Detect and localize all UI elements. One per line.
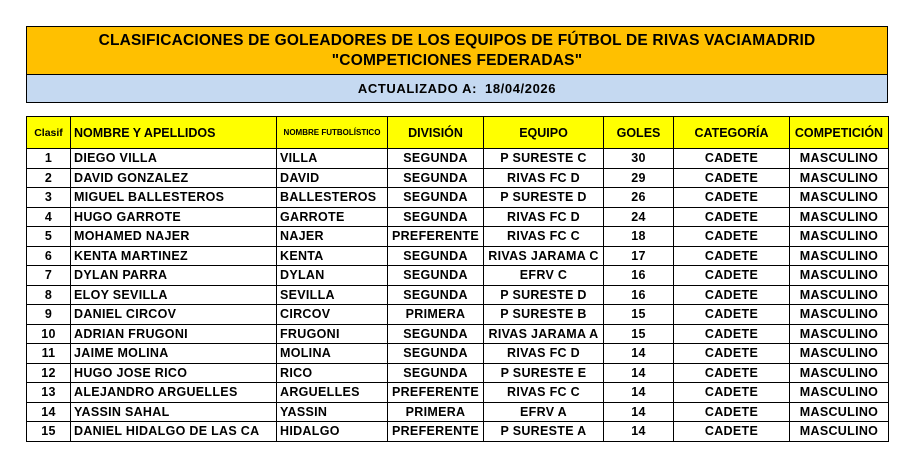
goals-cell: 29 [604,168,674,188]
column-header-football-name: NOMBRE FUTBOLÍSTICO [277,117,388,149]
rank-cell: 4 [27,207,71,227]
team-cell: EFRV C [484,266,604,286]
column-header-full-name: NOMBRE Y APELLIDOS [71,117,277,149]
team-cell: P SURESTE E [484,363,604,383]
division-cell: PRIMERA [388,305,484,325]
rank-cell: 3 [27,188,71,208]
competition-cell: MASCULINO [790,207,889,227]
full-name-cell: ALEJANDRO ARGUELLES [71,383,277,403]
division-cell: SEGUNDA [388,324,484,344]
category-cell: CADETE [674,207,790,227]
team-cell: P SURESTE C [484,149,604,169]
goals-cell: 24 [604,207,674,227]
updated-label: ACTUALIZADO A: [357,81,478,96]
division-cell: PREFERENTE [388,227,484,247]
competition-cell: MASCULINO [790,305,889,325]
competition-cell: MASCULINO [790,324,889,344]
team-cell: RIVAS FC C [484,227,604,247]
table-row [27,324,889,344]
rank-cell: 2 [27,168,71,188]
table-row [27,168,889,188]
football-name-cell: BALLESTEROS [277,188,388,208]
rank-cell: 6 [27,246,71,266]
table-row [27,344,889,364]
full-name-cell: HUGO GARROTE [71,207,277,227]
competition-cell: MASCULINO [790,168,889,188]
rank-cell: 12 [27,363,71,383]
team-cell: P SURESTE B [484,305,604,325]
table-row [27,305,889,325]
table-row [27,207,889,227]
column-header-rank: Clasif [27,117,71,149]
division-cell: SEGUNDA [388,207,484,227]
full-name-cell: DYLAN PARRA [71,266,277,286]
competition-cell: MASCULINO [790,285,889,305]
football-name-cell: NAJER [277,227,388,247]
division-cell: SEGUNDA [388,344,484,364]
full-name-cell: MIGUEL BALLESTEROS [71,188,277,208]
goals-cell: 14 [604,363,674,383]
goals-cell: 14 [604,422,674,442]
football-name-cell: KENTA [277,246,388,266]
title-line-2: "COMPETICIONES FEDERADAS" [331,51,583,69]
category-cell: CADETE [674,383,790,403]
competition-cell: MASCULINO [790,402,889,422]
football-name-cell: DAVID [277,168,388,188]
rank-cell: 1 [27,149,71,169]
column-header-goals: GOLES [604,117,674,149]
goals-cell: 30 [604,149,674,169]
title-band [27,27,887,74]
rank-cell: 8 [27,285,71,305]
column-header-division: DIVISIÓN [388,117,484,149]
full-name-cell: MOHAMED NAJER [71,227,277,247]
goals-cell: 16 [604,285,674,305]
category-cell: CADETE [674,149,790,169]
full-name-cell: ADRIAN FRUGONI [71,324,277,344]
updated-date: 18/04/2026 [485,81,557,96]
football-name-cell: DYLAN [277,266,388,286]
goals-cell: 14 [604,344,674,364]
category-cell: CADETE [674,402,790,422]
category-cell: CADETE [674,168,790,188]
football-name-cell: GARROTE [277,207,388,227]
category-cell: CADETE [674,188,790,208]
goals-cell: 15 [604,324,674,344]
goals-cell: 16 [604,266,674,286]
rank-cell: 13 [27,383,71,403]
full-name-cell: ELOY SEVILLA [71,285,277,305]
rank-cell: 5 [27,227,71,247]
table-row [27,422,889,442]
football-name-cell: VILLA [277,149,388,169]
competition-cell: MASCULINO [790,363,889,383]
rank-cell: 7 [27,266,71,286]
team-cell: EFRV A [484,402,604,422]
football-name-cell: FRUGONI [277,324,388,344]
football-name-cell: CIRCOV [277,305,388,325]
full-name-cell: HUGO JOSE RICO [71,363,277,383]
team-cell: RIVAS JARAMA A [484,324,604,344]
team-cell: RIVAS FC D [484,344,604,364]
division-cell: SEGUNDA [388,188,484,208]
division-cell: PREFERENTE [388,383,484,403]
column-header-category: CATEGORÍA [674,117,790,149]
table-row [27,383,889,403]
football-name-cell: YASSIN [277,402,388,422]
competition-cell: MASCULINO [790,188,889,208]
team-cell: P SURESTE A [484,422,604,442]
full-name-cell: JAIME MOLINA [71,344,277,364]
category-cell: CADETE [674,227,790,247]
full-name-cell: DIEGO VILLA [71,149,277,169]
competition-cell: MASCULINO [790,422,889,442]
football-name-cell: RICO [277,363,388,383]
competition-cell: MASCULINO [790,266,889,286]
rank-cell: 15 [27,422,71,442]
column-header-team: EQUIPO [484,117,604,149]
division-cell: PRIMERA [388,402,484,422]
competition-cell: MASCULINO [790,344,889,364]
team-cell: RIVAS FC C [484,383,604,403]
category-cell: CADETE [674,305,790,325]
table-row [27,227,889,247]
rank-cell: 9 [27,305,71,325]
category-cell: CADETE [674,344,790,364]
category-cell: CADETE [674,246,790,266]
rank-cell: 14 [27,402,71,422]
full-name-cell: KENTA MARTINEZ [71,246,277,266]
category-cell: CADETE [674,422,790,442]
title-line-1: CLASIFICACIONES DE GOLEADORES DE LOS EQUIPOS DE FÚTBOL DE RIVAS VACIAMADRID [98,31,816,49]
header-row [27,117,889,149]
table-row [27,285,889,305]
football-name-cell: ARGUELLES [277,383,388,403]
division-cell: SEGUNDA [388,363,484,383]
full-name-cell: DANIEL HIDALGO DE LAS CA [71,422,277,442]
category-cell: CADETE [674,324,790,344]
table-row [27,402,889,422]
football-name-cell: MOLINA [277,344,388,364]
competition-cell: MASCULINO [790,383,889,403]
team-cell: RIVAS FC D [484,207,604,227]
full-name-cell: DANIEL CIRCOV [71,305,277,325]
competition-cell: MASCULINO [790,149,889,169]
division-cell: SEGUNDA [388,266,484,286]
team-cell: P SURESTE D [484,188,604,208]
column-header-competition: COMPETICIÓN [790,117,889,149]
table-row [27,188,889,208]
division-cell: SEGUNDA [388,168,484,188]
team-cell: P SURESTE D [484,285,604,305]
team-cell: RIVAS JARAMA C [484,246,604,266]
report-header [26,26,888,103]
table-row [27,266,889,286]
goals-cell: 14 [604,383,674,403]
goals-cell: 26 [604,188,674,208]
competition-cell: MASCULINO [790,227,889,247]
table-row [27,363,889,383]
table-body [27,149,889,442]
full-name-cell: YASSIN SAHAL [71,402,277,422]
full-name-cell: DAVID GONZALEZ [71,168,277,188]
rank-cell: 11 [27,344,71,364]
goals-cell: 17 [604,246,674,266]
table-row [27,246,889,266]
division-cell: SEGUNDA [388,246,484,266]
category-cell: CADETE [674,266,790,286]
scorers-table [26,116,889,442]
division-cell: SEGUNDA [388,149,484,169]
category-cell: CADETE [674,363,790,383]
table-row [27,149,889,169]
division-cell: SEGUNDA [388,285,484,305]
rank-cell: 10 [27,324,71,344]
division-cell: PREFERENTE [388,422,484,442]
football-name-cell: HIDALGO [277,422,388,442]
football-name-cell: SEVILLA [277,285,388,305]
competition-cell: MASCULINO [790,246,889,266]
category-cell: CADETE [674,285,790,305]
goals-cell: 14 [604,402,674,422]
goals-cell: 15 [604,305,674,325]
goals-cell: 18 [604,227,674,247]
team-cell: RIVAS FC D [484,168,604,188]
updated-band [27,74,887,102]
